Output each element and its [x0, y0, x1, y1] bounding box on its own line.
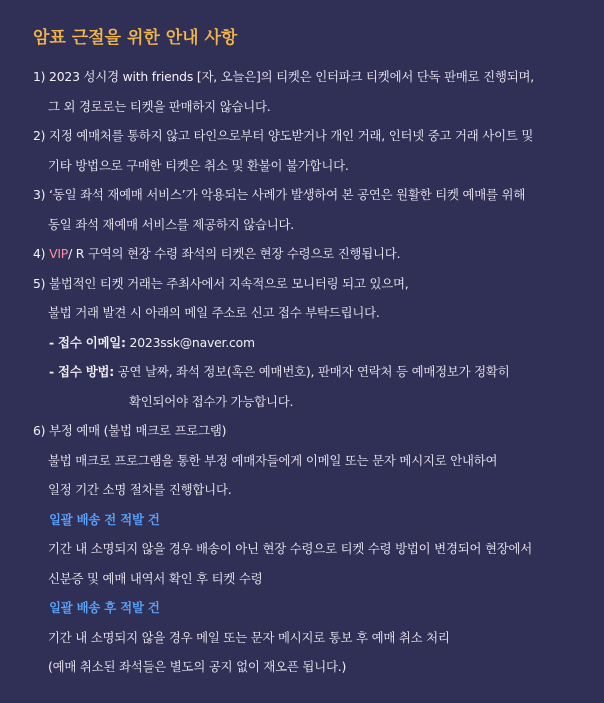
item-4-line [33, 239, 592, 269]
item-2-line-2: 기타 방법으로 구매한 티켓은 취소 및 환불이 불가합니다. [48, 157, 349, 173]
before-delivery-heading: 일괄 배송 전 적발 건 [49, 511, 160, 527]
method-line-2: 확인되어야 접수가 가능합니다. [129, 393, 294, 409]
item-2-line-1: 2) 지정 예매처를 통하지 않고 타인으로부터 양도받거나 개인 거래, 인터넷 중고 거래 사이트 및 [33, 128, 534, 143]
email-line [33, 328, 592, 358]
notice-title: 암표 근절을 위한 안내 사항 [33, 28, 238, 48]
before-delivery-line-1: 기간 내 소명되지 않을 경우 배송이 아닌 현장 수령으로 티켓 수령 방법이 변경되어 현장에서 [48, 541, 533, 556]
method-label: - 접수 방법: [49, 364, 115, 379]
method-value: 공연 날짜, 좌석 정보(혹은 예매번호), 판매자 연락처 등 예매정보가 정확히 [114, 364, 510, 379]
item-3-line-1: 3) ‘동일 좌석 재예매 서비스’가 악용되는 사례가 발생하여 본 공연은 원활한 티켓 예매를 위해 [33, 187, 526, 202]
item-3-line-2: 동일 좌석 재예매 서비스를 제공하지 않습니다. [48, 216, 295, 232]
after-delivery-line-2: (예매 취소된 좌석들은 별도의 공지 없이 재오픈 됩니다.) [48, 659, 347, 674]
after-delivery-heading: 일괄 배송 후 적발 건 [49, 600, 160, 615]
email-value: 2023ssk@naver.com [125, 334, 255, 350]
item-5-line-1: 5) 불법적인 티켓 거래는 주최사에서 지속적으로 모니터링 되고 있으며, [33, 275, 409, 291]
item-6-line-3: 일정 기간 소명 절차를 진행합니다. [48, 482, 232, 497]
item-1-line-1: 1) 2023 성시경 with friends [자, 오늘은]의 티켓은 인터파크 티켓에서 단독 판매로 진행되며, [33, 69, 534, 84]
method-line [33, 357, 592, 387]
before-delivery-line-2: 신분증 및 예매 내역서 확인 후 티켓 수령 [48, 570, 263, 586]
email-label: - 접수 이메일: [49, 334, 126, 350]
item-1-line-2: 그 외 경로로는 티켓을 판매하지 않습니다. [48, 98, 271, 114]
after-delivery-line-1: 기간 내 소명되지 않을 경우 메일 또는 문자 메시지로 통보 후 예매 취소 처리 [48, 629, 450, 645]
vip-highlight: VIP [49, 246, 69, 261]
item-5-line-2: 불법 거래 발견 시 아래의 메일 주소로 신고 접수 부탁드립니다. [48, 305, 380, 320]
item-6-line-2: 불법 매크로 프로그램을 통한 부정 예매자들에게 이메일 또는 문자 메시지로 안내하여 [48, 452, 498, 468]
item-4-rest: / R 구역의 현장 수령 좌석의 티켓은 현장 수령으로 진행됩니다. [68, 246, 401, 261]
item-4-prefix: 4) [33, 246, 50, 261]
item-6-line-1: 6) 부정 예매 (불법 매크로 프로그램) [33, 423, 227, 438]
